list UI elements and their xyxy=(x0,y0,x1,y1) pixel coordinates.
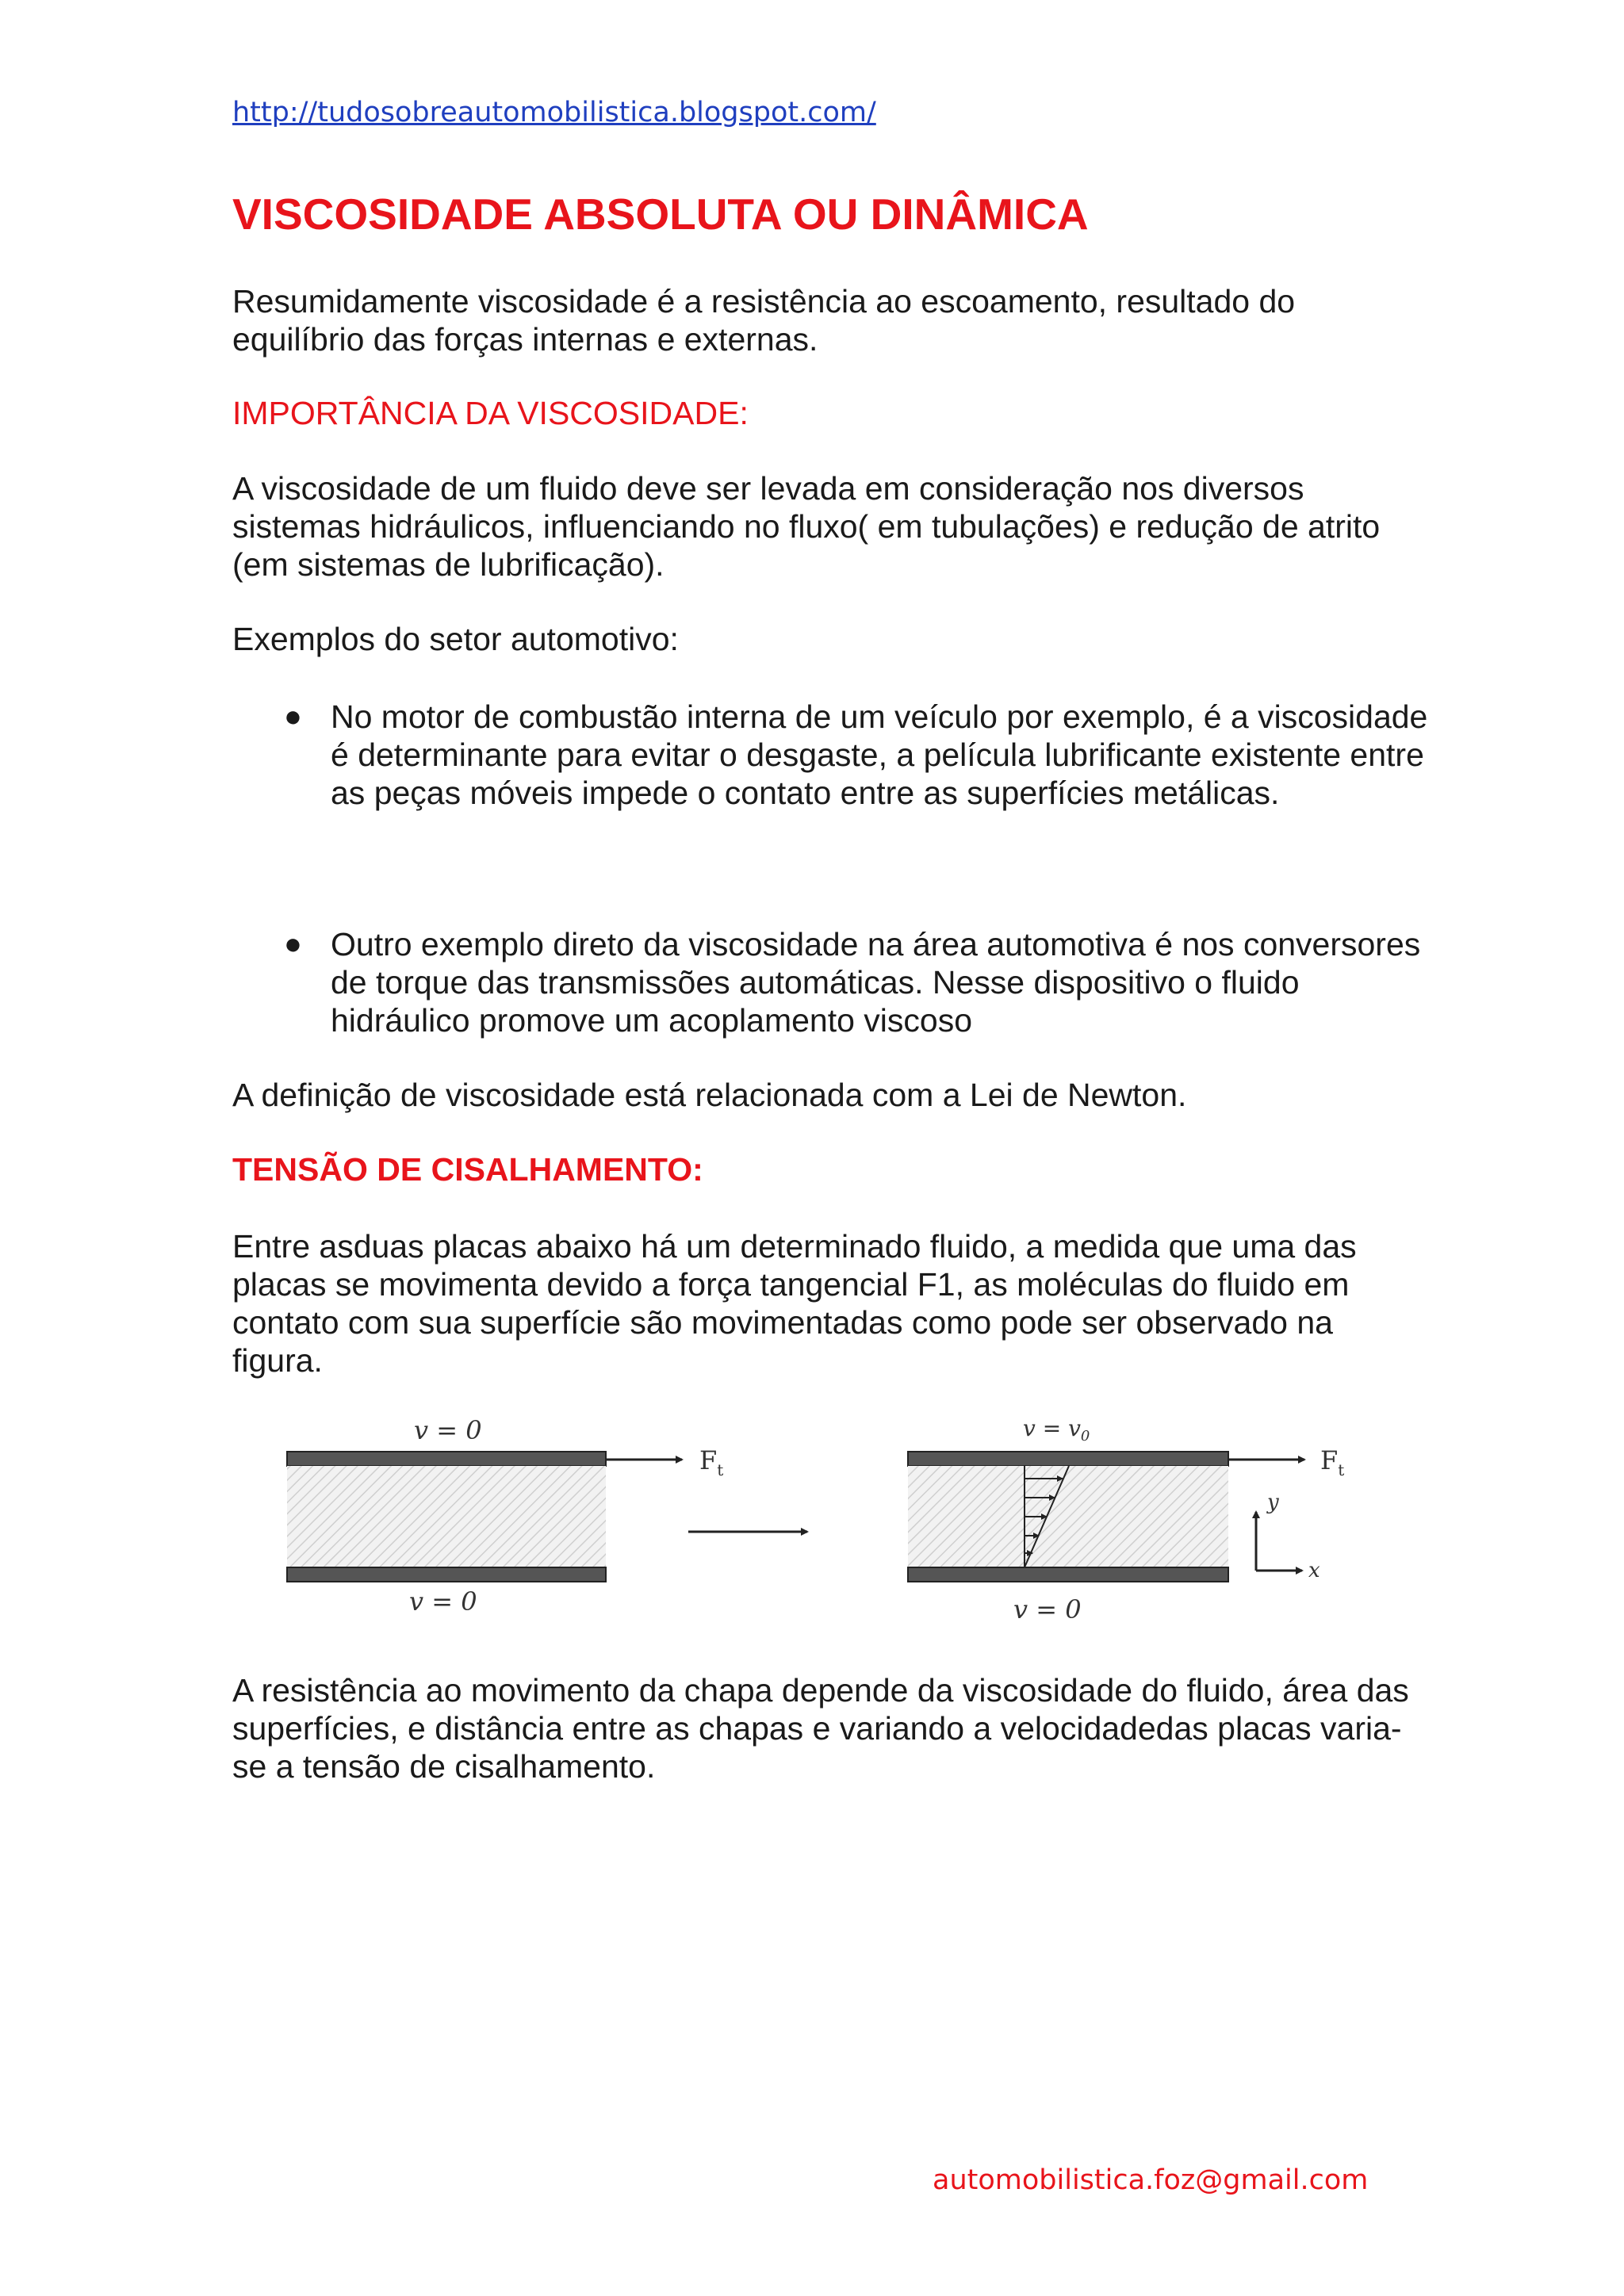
right-top-plate xyxy=(908,1452,1228,1466)
shear-heading: TENSÃO DE CISALHAMENTO: xyxy=(232,1151,703,1188)
shear-diagram xyxy=(270,1407,1380,1637)
page-title: VISCOSIDADE ABSOLUTA OU DINÂMICA xyxy=(232,189,1089,239)
left-top-velocity-label: v = 0 xyxy=(414,1415,482,1445)
footer-email-link[interactable]: automobilistica.foz@gmail.com xyxy=(933,2164,1369,2196)
right-top-velocity-label: $v = v_0$ xyxy=(1023,1415,1090,1445)
y-axis-label: y xyxy=(1267,1490,1279,1514)
bullet-text: Outro exemplo direto da viscosidade na área automotiva é nos conversores de torque das transmissões automáticas. Nesse dispositivo o fluido hidráulico promove um acoplamento viscoso xyxy=(331,926,1421,1039)
right-bottom-plate xyxy=(908,1567,1228,1582)
newton-paragraph: A definição de viscosidade está relacionada com a Lei de Newton. xyxy=(232,1077,1187,1113)
bullet-icon: ● xyxy=(284,700,302,733)
examples-label: Exemplos do setor automotivo: xyxy=(232,621,679,657)
bullet-text: No motor de combustão interna de um veículo por exemplo, é a viscosidade é determinante para evitar o desgaste, a película lubrificante existente entre as peças móveis impede o contato entre as superfícies metálicas. xyxy=(331,698,1428,811)
right-force-label: $F_t$ xyxy=(1320,1445,1345,1479)
importance-heading: IMPORTÂNCIA DA VISCOSIDADE: xyxy=(232,395,749,431)
left-panel xyxy=(287,1415,723,1617)
left-bottom-plate xyxy=(287,1567,606,1582)
blog-url-link[interactable]: http://tudosobreautomobilistica.blogspot.com/ xyxy=(232,97,876,128)
left-bottom-velocity-label: v = 0 xyxy=(409,1586,477,1617)
shear-paragraph: Entre asduas placas abaixo há um determinado fluido, a medida que uma das placas se movimenta devido a força tangencial F1, as moléculas do fluido em contato com sua superfície são movimentadas como pode ser observado na figura. xyxy=(232,1228,1357,1379)
left-fluid xyxy=(287,1466,606,1567)
right-bottom-velocity-label: v = 0 xyxy=(1013,1594,1082,1624)
intro-paragraph: Resumidamente viscosidade é a resistência ao escoamento, resultado do equilíbrio das forças internas e externas. xyxy=(232,283,1296,358)
importance-paragraph: A viscosidade de um fluido deve ser levada em consideração nos diversos sistemas hidráulicos, influenciando no fluxo( em tubulações) e redução de atrito (em sistemas de lubrificação). xyxy=(232,470,1381,583)
conclusion-paragraph: A resistência ao movimento da chapa depende da viscosidade do fluido, área das superfícies, e distância entre as chapas e variando a velocidadedas placas varia-se a tensão de cisalhamento. xyxy=(232,1672,1409,1785)
x-axis-label: x xyxy=(1308,1559,1320,1582)
left-force-label: $F_t$ xyxy=(699,1445,724,1479)
bullet-icon: ● xyxy=(284,928,302,961)
right-panel xyxy=(908,1415,1344,1624)
right-fluid xyxy=(908,1466,1228,1567)
left-top-plate xyxy=(287,1452,606,1466)
